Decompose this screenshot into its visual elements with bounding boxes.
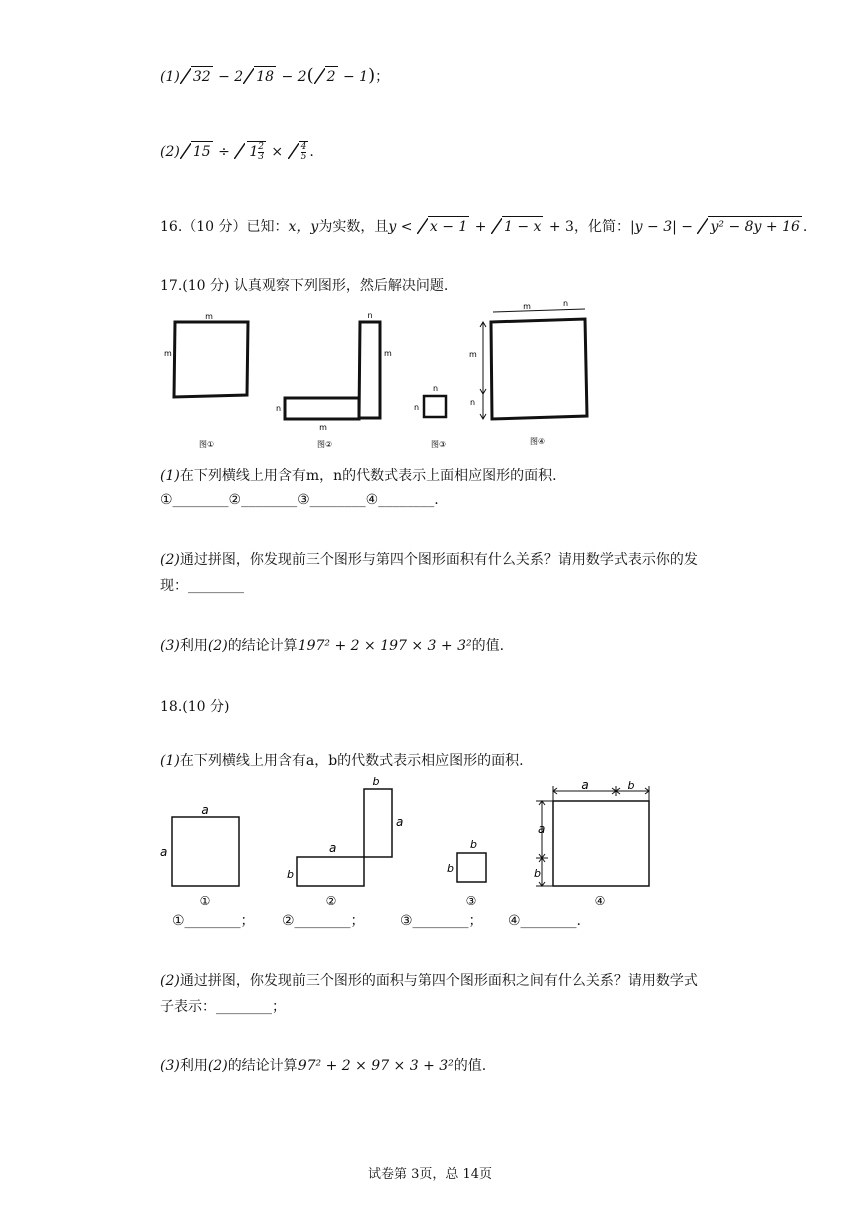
q18-fig4-label-a-top: a xyxy=(581,778,589,792)
q17-fig2-label-n-top: n xyxy=(367,311,373,320)
q18-fig2-tall-rect xyxy=(364,789,392,857)
q18-fig3-square xyxy=(457,853,486,882)
question-18-heading: 18.(10 分) xyxy=(160,699,230,715)
q17-fig2-label-m-bottom: m xyxy=(319,423,327,432)
sqrt-18: 18 xyxy=(243,66,276,87)
q18-fig3-num: ③ xyxy=(465,894,477,908)
q17-fig4-label-n-top: n xyxy=(563,300,569,308)
q18-part-2-line2: 子表示：________； xyxy=(160,999,286,1015)
q18-fig4-num: ④ xyxy=(594,894,606,908)
q18-blank-2: ②________； xyxy=(282,913,365,929)
q18-fig2-wide-rect xyxy=(297,857,364,886)
q18-part-1-blanks xyxy=(172,911,581,931)
q17-part-2: (2)通过拼图，你发现前三个图形与第四个图形面积有什么关系？请用数学式表示你的发 xyxy=(160,552,698,568)
q18-fig2-num: ② xyxy=(325,894,337,908)
q18-fig4-label-a-left: a xyxy=(538,822,546,836)
q18-fig1-num: ① xyxy=(199,894,211,908)
q17-fig2-caption: 图② xyxy=(317,440,333,449)
q18-fig1-label-a-top: a xyxy=(201,803,209,817)
q17-fig1-caption: 图① xyxy=(199,440,215,449)
q17-fig3-square xyxy=(424,396,446,417)
q17-fig3-label-n-left: n xyxy=(414,403,420,412)
q18-fig4-square xyxy=(553,801,649,886)
q18-fig2-label-a-top: a xyxy=(329,841,337,855)
q18-fig3-label-b-top: b xyxy=(470,838,477,851)
q17-fig3-label-n-top: n xyxy=(433,384,439,393)
question-16: 16.（10 分）已知：x，y为实数，且y < x − 1 + 1 − x + 3，化简：|y − 3| − y² − 8y + 16 . xyxy=(160,216,807,237)
q17-fig1-square xyxy=(174,322,248,397)
q18-figures xyxy=(155,772,665,912)
q17-part-1: (1)在下列横线上用含有m，n的代数式表示上面相应图形的面积. xyxy=(160,468,557,484)
q17-fig2-wide-rect xyxy=(285,398,359,419)
q18-figures-svg xyxy=(155,772,665,912)
q17-fig4-label-m-top: m xyxy=(523,302,531,311)
q17-figures-svg xyxy=(155,300,605,460)
q17-figures xyxy=(155,300,605,460)
q18-fig2-label-a-right: a xyxy=(396,815,404,829)
q18-fig1-square xyxy=(172,817,239,886)
sqrt-2: 2 xyxy=(314,66,338,87)
q18-fig4-label-b-left: b xyxy=(534,867,541,880)
q17-fig4-dim-line-top xyxy=(493,309,585,312)
sqrt-mixed-fraction: 1 $\frac{2}{3}$ xyxy=(234,141,266,162)
q17-part-1-blanks: ①________②________③________④________. xyxy=(160,492,439,508)
part-label: (1) xyxy=(160,69,180,85)
problem-15-part-1: (1) 32 − 2 18 − 2( 2 − 1)； xyxy=(160,65,390,86)
sqrt-quadratic: y² − 8y + 16 xyxy=(697,216,801,237)
q18-part-3: (3)利用(2)的结论计算97² + 2 × 97 × 3 + 3²的值. xyxy=(160,1058,487,1074)
q17-part-3: (3)利用(2)的结论计算197² + 2 × 197 × 3 + 3²的值. xyxy=(160,638,505,654)
q18-fig2-label-b-top: b xyxy=(372,775,380,788)
q18-part-2: (2)通过拼图，你发现前三个图形的面积与第四个图形面积之间有什么关系？请用数学式 xyxy=(160,973,698,989)
q18-part-1: (1)在下列横线上用含有a，b的代数式表示相应图形的面积. xyxy=(160,753,524,769)
question-17-heading: 17.(10 分) 认真观察下列图形，然后解决问题. xyxy=(160,278,449,294)
sqrt-fraction: $\frac{4}{5}$ xyxy=(288,141,309,162)
q17-fig3-caption: 图③ xyxy=(431,440,447,449)
q18-fig1-label-a-left: a xyxy=(160,845,168,859)
q17-fig4-label-m-left: m xyxy=(469,350,477,359)
q18-fig2-label-b-left: b xyxy=(287,868,294,881)
q18-fig3-label-b-left: b xyxy=(447,862,454,875)
q18-blank-4: ④________. xyxy=(508,913,582,929)
sqrt-32: 32 xyxy=(180,66,213,87)
q17-part-2-line2: 现：________ xyxy=(160,578,244,594)
q17-fig1-label-m-top: m xyxy=(205,312,213,321)
q17-fig1-label-m-left: m xyxy=(164,349,172,358)
q18-blank-1: ①________； xyxy=(172,913,255,929)
q18-blank-3: ③________； xyxy=(400,913,483,929)
q17-fig2-tall-rect xyxy=(359,322,380,418)
sqrt-1-minus-x: 1 − x xyxy=(491,216,543,237)
sqrt-x-minus-1: x − 1 xyxy=(417,216,469,237)
q17-fig2-label-m-right: m xyxy=(384,349,392,358)
page-footer: 试卷第 3页，总 14页 xyxy=(367,1167,493,1182)
q18-fig4-label-b-top: b xyxy=(627,779,635,792)
q17-fig4-square xyxy=(491,319,587,419)
q17-fig4-caption: 图④ xyxy=(530,437,546,446)
q17-fig2-label-n-left: n xyxy=(276,404,282,413)
sqrt-15: 15 xyxy=(180,141,213,162)
problem-15-part-2: (2) 15 ÷ 1 $\frac{2}{3}$ × $\frac{4}{5}$ . xyxy=(160,141,314,162)
q17-fig4-label-n-left: n xyxy=(470,398,476,407)
